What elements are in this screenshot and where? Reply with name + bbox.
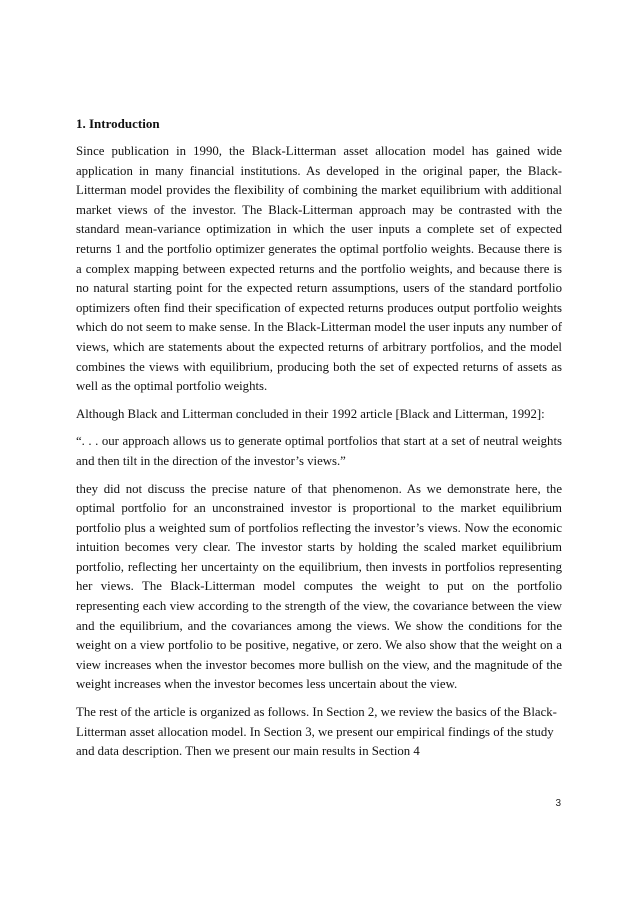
section-introduction — [76, 114, 562, 770]
paragraph-2: Although Black and Litterman concluded in their 1992 article [Black and Litterman, 1992]: — [76, 406, 545, 421]
paragraph-4: The rest of the article is organized as follows. In Section 2, we review the basics of the Black-Litterman asset allocation model. In Section 3, we present our empirical findings of the study and data description. Then we present our main results in Section 4 — [76, 705, 557, 759]
quotation: “. . . our approach allows us to generate optimal portfolios that start at a set of neutral weights and then tilt in the direction of the investor’s views.” — [76, 434, 562, 468]
paragraph-1: Since publication in 1990, the Black-Litterman asset allocation model has gained wide application in many financial institutions. As developed in the original paper, the Black-Litterman model provides the flexibility of combining the market equilibrium with additional market views of the investor. The Black-Litterman approach may be contrasted with the standard mean-variance optimization in which the user inputs a complete set of expected returns 1 and the portfolio optimizer generates the optimal portfolio weights. Because there is a complex mapping between expected returns and the portfolio weights, and because there is no natural starting point for the expected return assumptions, users of the standard portfolio optimizers often find their specification of expected returns produces output portfolio weights which do not seem to make sense. In the Black-Litterman model the user inputs any number of views, which are statements about the expected returns of arbitrary portfolios, and the model combines the views with equilibrium, producing both the set of expected returns of assets as well as the optimal portfolio weights. — [76, 144, 562, 394]
paragraph-3: they did not discuss the precise nature of that phenomenon. As we demonstrate here, the optimal portfolio for an unconstrained investor is proportional to the market equilibrium portfolio plus a weighted sum of portfolios reflecting the investor’s views. Now the economic intuition becomes very clear. The investor starts by holding the scaled market equilibrium portfolio, reflecting her uncertainty on the equilibrium, then invests in portfolios representing her views. The Black-Litterman model computes the weight to put on the portfolio representing each view according to the strength of the view, the covariance between the view and the equilibrium, and the covariances among the views. We show the conditions for the weight on a view portfolio to be positive, negative, or zero. We also show that the weight on a view increases when the investor becomes more bullish on the view, and the magnitude of the weight increases when the investor becomes less uncertain about the view. — [76, 481, 562, 692]
section-heading: 1. Introduction — [76, 116, 160, 131]
page-number: 3 — [555, 798, 561, 809]
